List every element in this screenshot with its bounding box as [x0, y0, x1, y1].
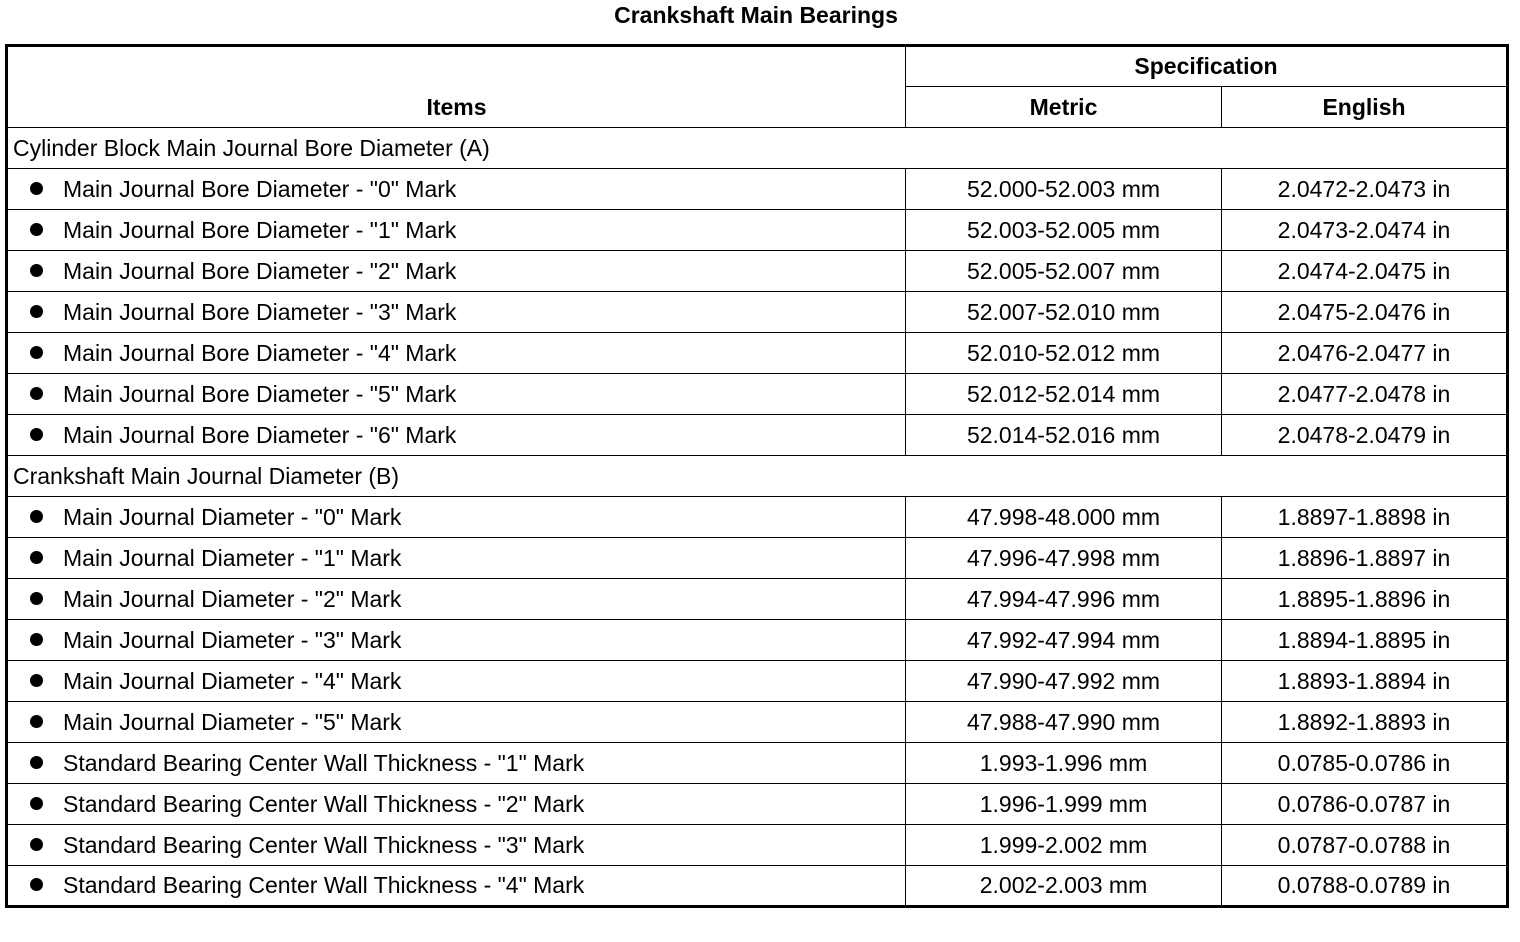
bullet-icon — [30, 428, 43, 441]
english-value: 2.0475-2.0476 in — [1222, 292, 1508, 333]
table-row — [7, 333, 1508, 374]
item-label: Standard Bearing Center Wall Thickness - "3" Mark — [63, 831, 585, 858]
section-label: Cylinder Block Main Journal Bore Diameter (A) — [7, 128, 1508, 169]
table-row — [7, 169, 1508, 210]
bullet-icon — [30, 182, 43, 195]
english-value: 0.0788-0.0789 in — [1222, 866, 1508, 907]
item-label: Standard Bearing Center Wall Thickness - "1" Mark — [63, 749, 585, 776]
item-cell — [7, 866, 906, 907]
bullet-icon — [30, 264, 43, 277]
bullet-icon — [30, 838, 43, 851]
item-label: Main Journal Bore Diameter - "6" Mark — [63, 421, 457, 448]
table-row — [7, 579, 1508, 620]
english-value: 2.0473-2.0474 in — [1222, 210, 1508, 251]
table-row — [7, 620, 1508, 661]
bullet-icon — [30, 510, 43, 523]
item-label: Main Journal Bore Diameter - "4" Mark — [63, 339, 457, 366]
english-value: 1.8895-1.8896 in — [1222, 579, 1508, 620]
table-row — [7, 784, 1508, 825]
metric-value: 52.012-52.014 mm — [906, 374, 1222, 415]
item-cell — [7, 415, 906, 456]
metric-header: Metric — [906, 87, 1222, 128]
item-label: Main Journal Bore Diameter - "1" Mark — [63, 216, 457, 243]
item-label: Main Journal Diameter - "0" Mark — [63, 503, 402, 530]
bullet-icon — [30, 305, 43, 318]
item-cell — [7, 169, 906, 210]
bullet-icon — [30, 878, 43, 891]
bullet-icon — [30, 346, 43, 359]
item-label: Main Journal Bore Diameter - "0" Mark — [63, 175, 457, 202]
metric-value: 47.992-47.994 mm — [906, 620, 1222, 661]
item-cell — [7, 333, 906, 374]
item-label: Main Journal Diameter - "1" Mark — [63, 544, 402, 571]
metric-value: 47.998-48.000 mm — [906, 497, 1222, 538]
table-row — [7, 866, 1508, 907]
item-cell — [7, 251, 906, 292]
item-cell — [7, 497, 906, 538]
item-label: Main Journal Bore Diameter - "3" Mark — [63, 298, 457, 325]
table-row — [7, 374, 1508, 415]
table-body — [7, 128, 1508, 907]
metric-value: 52.000-52.003 mm — [906, 169, 1222, 210]
metric-value: 1.999-2.002 mm — [906, 825, 1222, 866]
section-row — [7, 456, 1508, 497]
table-row — [7, 702, 1508, 743]
english-value: 2.0474-2.0475 in — [1222, 251, 1508, 292]
item-label: Standard Bearing Center Wall Thickness - "2" Mark — [63, 790, 585, 817]
english-value: 1.8897-1.8898 in — [1222, 497, 1508, 538]
english-value: 0.0785-0.0786 in — [1222, 743, 1508, 784]
english-value: 2.0477-2.0478 in — [1222, 374, 1508, 415]
bullet-icon — [30, 715, 43, 728]
english-value: 0.0786-0.0787 in — [1222, 784, 1508, 825]
item-cell — [7, 661, 906, 702]
metric-value: 52.003-52.005 mm — [906, 210, 1222, 251]
metric-value: 2.002-2.003 mm — [906, 866, 1222, 907]
bullet-icon — [30, 756, 43, 769]
bullet-icon — [30, 551, 43, 564]
item-label: Standard Bearing Center Wall Thickness - "4" Mark — [63, 872, 585, 898]
english-value: 1.8893-1.8894 in — [1222, 661, 1508, 702]
item-cell — [7, 825, 906, 866]
table-row — [7, 292, 1508, 333]
bullet-icon — [30, 223, 43, 236]
english-header: English — [1222, 87, 1508, 128]
section-label: Crankshaft Main Journal Diameter (B) — [7, 456, 1508, 497]
section-row — [7, 128, 1508, 169]
metric-value: 52.007-52.010 mm — [906, 292, 1222, 333]
metric-value: 52.010-52.012 mm — [906, 333, 1222, 374]
item-cell — [7, 374, 906, 415]
metric-value: 47.988-47.990 mm — [906, 702, 1222, 743]
bullet-icon — [30, 674, 43, 687]
specification-header: Specification — [906, 46, 1508, 87]
item-cell — [7, 579, 906, 620]
item-cell — [7, 702, 906, 743]
metric-value: 1.996-1.999 mm — [906, 784, 1222, 825]
item-cell — [7, 292, 906, 333]
english-value: 2.0472-2.0473 in — [1222, 169, 1508, 210]
item-cell — [7, 743, 906, 784]
metric-value: 52.014-52.016 mm — [906, 415, 1222, 456]
metric-value: 47.996-47.998 mm — [906, 538, 1222, 579]
bullet-icon — [30, 633, 43, 646]
item-cell — [7, 620, 906, 661]
bullet-icon — [30, 592, 43, 605]
items-header: Items — [7, 46, 906, 128]
header-row-top — [7, 46, 1508, 87]
table-header — [7, 46, 1508, 128]
table-row — [7, 538, 1508, 579]
page-title: Crankshaft Main Bearings — [614, 2, 898, 28]
item-cell — [7, 210, 906, 251]
english-value: 2.0476-2.0477 in — [1222, 333, 1508, 374]
spec-table — [5, 44, 1509, 908]
item-label: Main Journal Diameter - "2" Mark — [63, 585, 402, 612]
metric-value: 47.990-47.992 mm — [906, 661, 1222, 702]
item-label: Main Journal Diameter - "4" Mark — [63, 667, 402, 694]
item-label: Main Journal Diameter - "5" Mark — [63, 708, 402, 735]
bullet-icon — [30, 797, 43, 810]
metric-value: 47.994-47.996 mm — [906, 579, 1222, 620]
item-cell — [7, 784, 906, 825]
english-value: 1.8892-1.8893 in — [1222, 702, 1508, 743]
item-label: Main Journal Bore Diameter - "2" Mark — [63, 257, 457, 284]
item-label: Main Journal Diameter - "3" Mark — [63, 626, 402, 653]
metric-value: 1.993-1.996 mm — [906, 743, 1222, 784]
english-value: 0.0787-0.0788 in — [1222, 825, 1508, 866]
english-value: 2.0478-2.0479 in — [1222, 415, 1508, 456]
english-value: 1.8896-1.8897 in — [1222, 538, 1508, 579]
table-row — [7, 825, 1508, 866]
table-row — [7, 251, 1508, 292]
item-label: Main Journal Bore Diameter - "5" Mark — [63, 380, 457, 407]
item-cell — [7, 538, 906, 579]
table-row — [7, 415, 1508, 456]
bullet-icon — [30, 387, 43, 400]
table-row — [7, 210, 1508, 251]
table-row — [7, 743, 1508, 784]
table-row — [7, 497, 1508, 538]
metric-value: 52.005-52.007 mm — [906, 251, 1222, 292]
english-value: 1.8894-1.8895 in — [1222, 620, 1508, 661]
table-row — [7, 661, 1508, 702]
